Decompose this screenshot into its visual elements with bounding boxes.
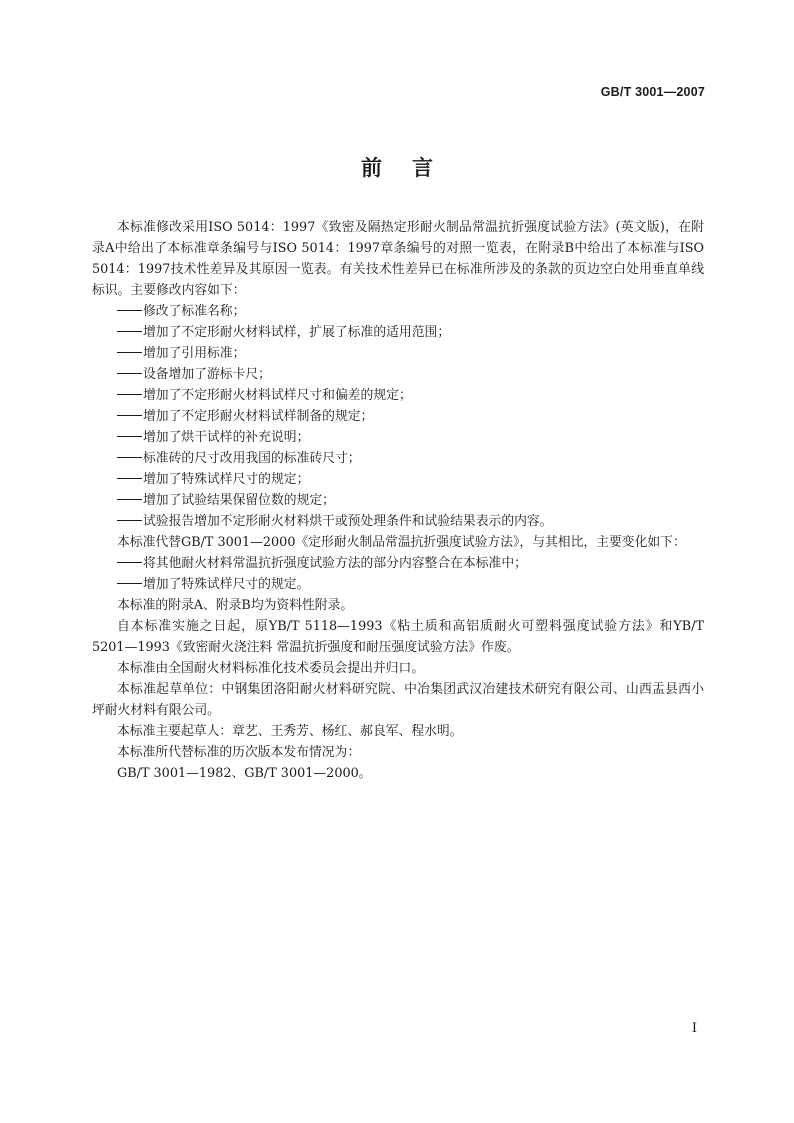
change-text: 修改了标准名称； [143, 304, 246, 319]
change-text: 增加了引用标准； [143, 346, 246, 361]
change-item [92, 511, 704, 532]
dash-mark [117, 331, 142, 332]
history-versions-paragraph: GB/T 3001—1982、GB/T 3001—2000。 [117, 766, 372, 781]
dash-mark [117, 562, 142, 563]
dash-mark [117, 352, 142, 353]
dash-mark [117, 415, 142, 416]
change-item [92, 322, 704, 343]
dash-mark [117, 394, 142, 395]
intro-paragraph: 本标准修改采用ISO 5014：1997《致密及隔热定形耐火制品常温抗折强度试验方法》(英文版)，在附录A中给出了本标准章条编号与ISO 5014：1997章条编号的对照一览表，在附录B中给出了本标准与ISO 5014：1997技术性差异及其原因一览表。有关技术性差异已在标准所涉及的条款的页边空白处用垂直单线标识。主要修改内容如下： [92, 220, 704, 298]
change-item [92, 574, 704, 595]
dash-mark [117, 478, 142, 479]
dash-mark [117, 373, 142, 374]
change-text: 标准砖的尺寸改用我国的标准砖尺寸； [143, 451, 361, 466]
change-text: 设备增加了游标卡尺； [143, 367, 271, 382]
history-intro-paragraph: 本标准所代替标准的历次版本发布情况为： [117, 745, 361, 760]
change-text: 增加了不定形耐火材料试样尺寸和偏差的规定； [143, 388, 412, 403]
change-item [92, 490, 704, 511]
dash-mark [117, 310, 142, 311]
appendix-paragraph: 本标准的附录A、附录B均为资料性附录。 [117, 598, 354, 613]
abolished-paragraph: 自本标准实施之日起，原YB/T 5118—1993《粘土质和高铝质耐火可塑料强度试验方法》和YB/T 5201—1993《致密耐火浇注料 常温抗折强度和耐压强度试验方法》作废。 [92, 619, 704, 655]
change-item [92, 364, 704, 385]
standard-code: GB/T 3001—2007 [600, 85, 705, 99]
page-title: 前言 [361, 156, 463, 180]
dash-mark [117, 499, 142, 500]
change-text: 增加了不定形耐火材料试样制备的规定； [143, 409, 374, 424]
change-item [92, 469, 704, 490]
change-item [92, 448, 704, 469]
change-text: 增加了烘干试样的补充说明； [143, 430, 310, 445]
change-text: 增加了特殊试样尺寸的规定； [143, 472, 310, 487]
proposed-by-paragraph: 本标准由全国耐火材料标准化技术委员会提出并归口。 [117, 661, 425, 676]
change-text: 增加了特殊试样尺寸的规定。 [143, 577, 310, 592]
change-item [92, 301, 704, 322]
dash-mark [117, 520, 142, 521]
dash-mark [117, 457, 142, 458]
change-item [92, 385, 704, 406]
drafting-units-paragraph: 本标准起草单位：中钢集团洛阳耐火材料研究院、中冶集团武汉冶建技术研究有限公司、山西盂县西小坪耐火材料有限公司。 [92, 682, 704, 718]
change-text: 增加了试验结果保留位数的规定； [143, 493, 335, 508]
page-number: I [691, 1021, 697, 1036]
change-item [92, 427, 704, 448]
change-item [92, 553, 704, 574]
foreword-body [92, 217, 704, 784]
change-text: 增加了不定形耐火材料试样，扩展了标准的适用范围； [143, 325, 451, 340]
dash-mark [117, 436, 142, 437]
replacement-paragraph: 本标准代替GB/T 3001—2000《定形耐火制品常温抗折强度试验方法》，与其相比，主要变化如下： [117, 535, 686, 550]
change-item [92, 343, 704, 364]
dash-mark [117, 583, 142, 584]
drafters-paragraph: 本标准主要起草人：章艺、王秀芳、杨红、郝良军、程水明。 [117, 724, 463, 739]
change-text: 将其他耐火材料常温抗折强度试验方法的部分内容整合在本标准中； [143, 556, 527, 571]
change-item [92, 406, 704, 427]
change-text: 试验报告增加不定形耐火材料烘干或预处理条件和试验结果表示的内容。 [143, 514, 553, 529]
